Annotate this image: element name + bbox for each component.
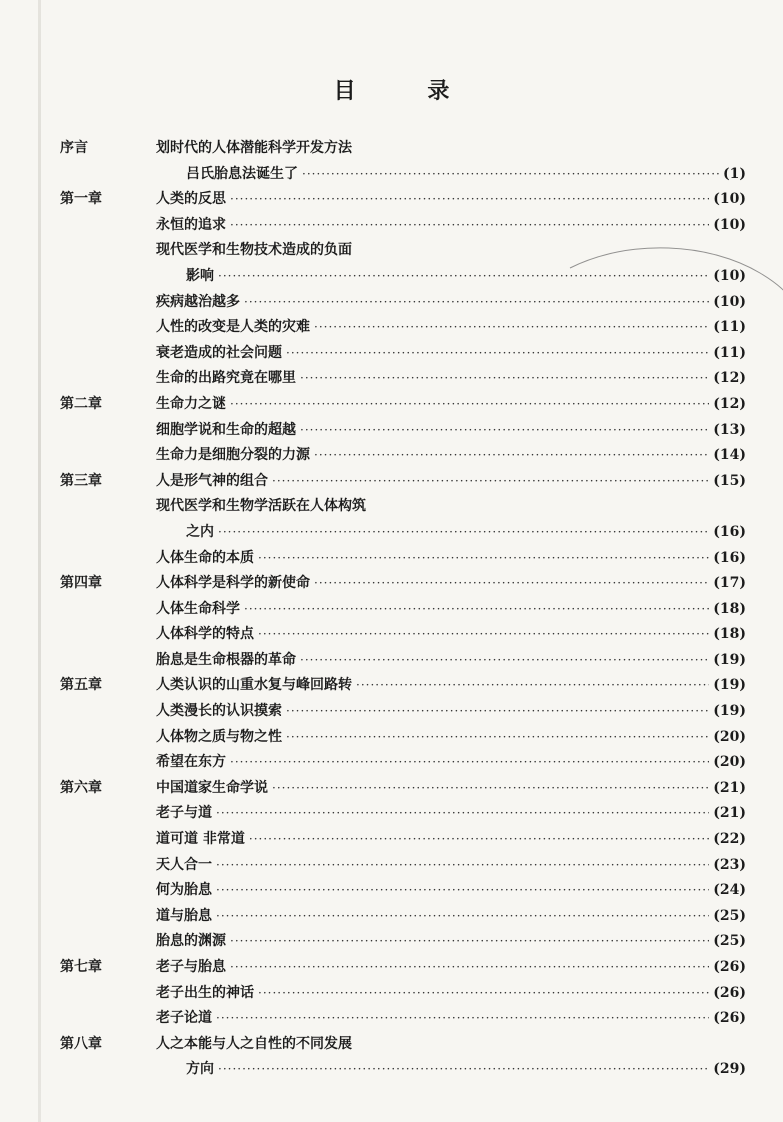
toc-entry[interactable] [156,827,746,853]
toc-entry[interactable] [156,366,746,392]
dot-leader [230,929,709,955]
dot-leader [314,571,709,597]
page-number: (10) [713,293,746,310]
entry-title: 方向 [186,1061,214,1078]
toc-entry[interactable] [156,955,746,981]
toc-row [60,622,746,648]
toc-entry[interactable] [156,418,746,444]
chapter-label: 序言 [60,140,88,156]
page-number: (16) [713,523,746,540]
toc-entry[interactable] [186,1057,746,1083]
dot-leader [230,955,709,981]
dot-leader [249,827,709,853]
page-number: (23) [713,856,746,873]
entry-title: 天人合一 [156,856,212,873]
dot-leader [258,981,709,1007]
entry-title: 道可道 非常道 [156,831,245,848]
dot-leader [300,418,709,444]
toc-entry[interactable] [156,750,746,776]
entry-title: 现代医学和生物学活跃在人体构筑 [156,498,366,515]
toc-row [60,571,746,597]
toc-entry[interactable] [156,238,746,264]
dot-leader [286,341,709,367]
entry-title: 希望在东方 [156,754,226,771]
toc-row [60,546,746,572]
dot-leader [216,853,709,879]
toc-entry[interactable] [156,315,746,341]
toc-row [60,366,746,392]
entry-title: 老子出生的神话 [156,984,254,1001]
dot-leader [230,392,709,418]
entry-title: 老子与道 [156,805,212,822]
page-number: (24) [713,882,746,899]
toc-row [60,878,746,904]
dot-leader [244,290,709,316]
toc-entry[interactable] [156,622,746,648]
page-number: (20) [713,728,746,745]
page-number: (25) [713,907,746,924]
dot-leader [216,904,709,930]
toc-entry[interactable] [156,1006,746,1032]
dot-leader [286,725,709,751]
dot-leader [216,878,709,904]
page-number: (19) [713,703,746,720]
toc-entry[interactable] [156,341,746,367]
chapter-label: 第一章 [60,191,102,208]
toc-row [60,725,746,751]
page-number: (19) [713,677,746,694]
scan-edge-shadow [38,0,41,1122]
toc-entry[interactable] [156,597,746,623]
entry-title: 永恒的追求 [156,216,226,233]
toc-row [60,904,746,930]
dot-leader [216,1006,709,1032]
entry-title: 人之本能与人之自性的不同发展 [156,1035,352,1052]
page-number: (26) [713,984,746,1001]
toc-row [60,469,746,495]
page-number: (26) [713,959,746,975]
page-number: (20) [713,754,746,771]
toc-row [60,418,746,444]
toc-entry[interactable] [156,878,746,904]
toc-entry[interactable] [156,673,746,699]
entry-title: 人体生命科学 [156,600,240,617]
toc-row [60,1006,746,1032]
page-number: (15) [713,472,746,489]
toc-row [60,238,746,264]
toc-entry[interactable] [156,776,746,802]
toc-row [60,494,746,520]
page-number: (16) [713,549,746,566]
toc-entry[interactable] [156,904,746,930]
toc-entry[interactable] [156,469,746,495]
entry-title: 衰老造成的社会问题 [156,344,282,361]
toc-row [60,136,746,162]
page-number: (18) [713,626,746,643]
toc-row [60,648,746,674]
chapter-label: 第四章 [60,575,102,592]
entry-title: 人类的反思 [156,191,226,208]
dot-leader [258,546,709,572]
dot-leader [244,597,709,623]
page-number: (12) [713,370,746,387]
toc-row [60,341,746,367]
toc-entry[interactable] [156,981,746,1007]
page-number: (12) [713,395,746,412]
page-number: (11) [713,344,746,361]
chapter-label: 第六章 [60,779,102,796]
entry-title: 人类漫长的认识摸索 [156,703,282,720]
toc-entry[interactable] [156,392,746,418]
entry-title: 中国道家生命学说 [156,779,268,796]
entry-title: 现代医学和生物技术造成的负面 [156,242,352,259]
entry-title: 生命力之谜 [156,395,226,412]
entry-title: 人体科学的特点 [156,626,254,643]
toc-row [60,520,746,546]
page-number: (18) [713,600,746,617]
page-number: (22) [713,831,746,848]
entry-title: 生命的出路究竟在哪里 [156,370,296,387]
toc-row [60,750,746,776]
page-number: (10) [713,191,746,208]
dot-leader [218,520,709,546]
toc-entry[interactable] [156,725,746,751]
dot-leader [302,162,719,188]
entry-title: 人性的改变是人类的灾难 [156,319,310,336]
toc-row [60,827,746,853]
toc-row [60,213,746,239]
toc-entry[interactable] [156,494,746,520]
dot-leader [218,1057,709,1083]
toc-entry[interactable] [156,546,746,572]
toc-row [60,162,746,188]
toc-row [60,981,746,1007]
dot-leader [300,366,709,392]
toc-row [60,443,746,469]
toc-row [60,392,746,418]
entry-title: 人类认识的山重水复与峰回路转 [156,677,352,694]
toc-row [60,597,746,623]
toc-entry[interactable] [156,213,746,239]
entry-title: 生命力是细胞分裂的力源 [156,447,310,464]
entry-title: 之内 [186,523,214,540]
dot-leader [314,315,709,341]
entry-title: 老子论道 [156,1010,212,1027]
dot-leader [230,187,709,213]
entry-title: 老子与胎息 [156,959,226,975]
toc-entry[interactable] [156,290,746,316]
chapter-label: 第二章 [60,395,102,412]
toc-entry[interactable] [156,648,746,674]
entry-title: 疾病越治越多 [156,293,240,310]
toc-entry[interactable] [156,699,746,725]
dot-leader [314,443,709,469]
dot-leader [272,776,709,802]
entry-title: 影响 [186,267,214,284]
toc-row [60,187,746,213]
table-of-contents [60,136,746,1083]
page-number: (17) [713,575,746,592]
page-number: (1) [723,165,746,182]
toc-entry[interactable] [186,162,746,188]
toc-entry[interactable] [186,520,746,546]
entry-title: 人是形气神的组合 [156,472,268,489]
toc-row [60,264,746,290]
toc-row [60,929,746,955]
page-number: (21) [713,779,746,796]
dot-leader [356,673,709,699]
toc-row [60,1032,746,1058]
dot-leader [286,699,709,725]
chapter-label: 第八章 [60,1035,102,1052]
entry-title: 划时代的人体潜能科学开发方法 [156,140,352,156]
toc-entry[interactable] [156,187,746,213]
page-number: (10) [713,267,746,284]
page-number: (14) [713,447,746,464]
toc-entry[interactable] [156,136,746,162]
toc-row [60,315,746,341]
page-number: (26) [713,1010,746,1027]
page-number: (11) [713,319,746,336]
toc-entry[interactable] [156,853,746,879]
dot-leader [230,750,709,776]
toc-row [60,853,746,879]
dot-leader [230,213,709,239]
page-number: (10) [713,216,746,233]
toc-entry[interactable] [156,801,746,827]
toc-row [60,699,746,725]
toc-entry[interactable] [186,264,746,290]
toc-row [60,290,746,316]
page-number: (13) [713,421,746,438]
entry-title: 人体科学是科学的新使命 [156,575,310,592]
toc-entry[interactable] [156,1032,746,1058]
toc-row [60,955,746,981]
toc-row [60,1057,746,1083]
toc-row [60,776,746,802]
entry-title: 道与胎息 [156,907,212,924]
toc-row [60,801,746,827]
page-number: (29) [713,1061,746,1078]
toc-row [60,673,746,699]
chapter-label: 第七章 [60,959,102,975]
entry-title: 吕氏胎息法诞生了 [186,165,298,182]
chapter-label: 第五章 [60,677,102,694]
toc-entry[interactable] [156,929,746,955]
entry-title: 人体物之质与物之性 [156,728,282,745]
dot-leader [300,648,709,674]
entry-title: 胎息的渊源 [156,933,226,950]
dot-leader [272,469,709,495]
toc-entry[interactable] [156,443,746,469]
page-number: (19) [713,651,746,668]
page-number: (25) [713,933,746,950]
dot-leader [258,622,709,648]
dot-leader [218,264,709,290]
chapter-label: 第三章 [60,472,102,489]
entry-title: 胎息是生命根器的革命 [156,651,296,668]
page-number: (21) [713,805,746,822]
toc-entry[interactable] [156,571,746,597]
entry-title: 何为胎息 [156,882,212,899]
entry-title: 人体生命的本质 [156,549,254,566]
entry-title: 细胞学说和生命的超越 [156,421,296,438]
dot-leader [216,801,709,827]
page-title: 目 录 [333,79,482,104]
